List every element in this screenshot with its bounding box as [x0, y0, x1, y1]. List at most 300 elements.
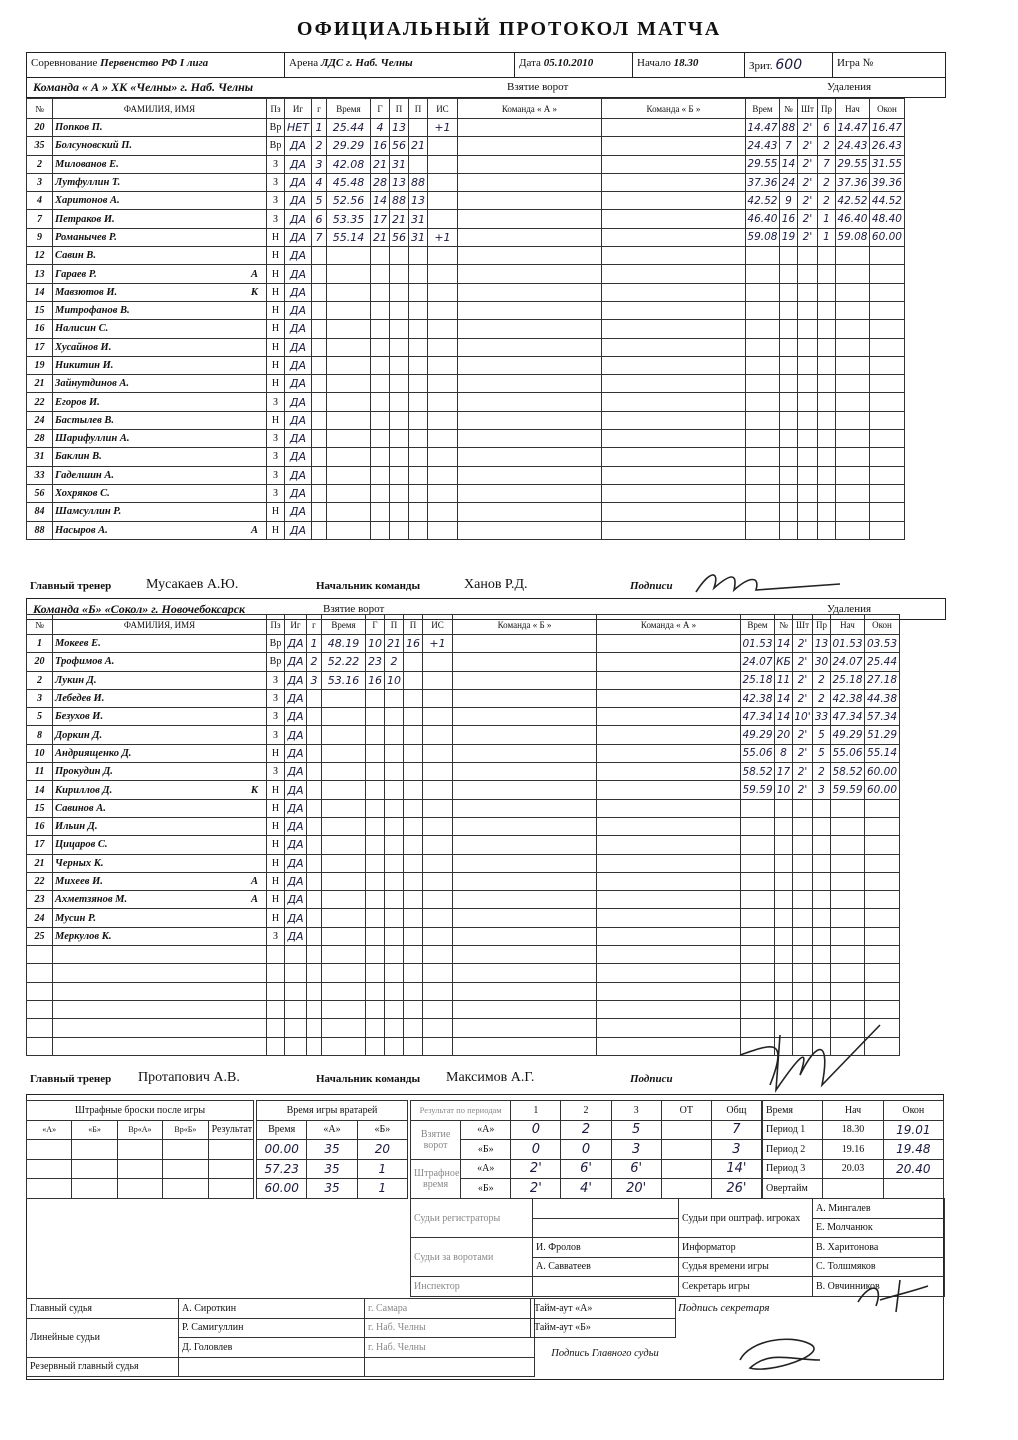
table-row	[27, 726, 900, 744]
main-referee-signature	[730, 1330, 840, 1380]
table-row	[27, 653, 900, 671]
goal-p1-empty	[385, 763, 404, 781]
table-row	[27, 119, 905, 137]
goal-time-empty	[322, 817, 366, 835]
periods-value: 0	[561, 1140, 611, 1160]
goal-g-empty	[366, 1037, 385, 1055]
header-pen_no: №	[779, 99, 797, 119]
goal-time-empty	[322, 708, 366, 726]
goal-time-empty	[322, 946, 366, 964]
goals-team-b-empty	[601, 119, 745, 137]
penalty-n-empty	[831, 891, 865, 909]
table-row	[27, 927, 900, 945]
penalty-no: 11	[775, 671, 793, 689]
goal-p1-empty	[385, 744, 404, 762]
player-name-cell	[53, 708, 267, 726]
main-ref-label: Главный судья	[27, 1299, 179, 1319]
penalty-pr-empty	[817, 521, 835, 539]
goalie-cell: 00.00	[257, 1140, 307, 1160]
player-name-cell	[53, 484, 267, 502]
shootout-row	[27, 1159, 254, 1179]
penalty-n-empty	[835, 301, 869, 319]
penalty-n: 14.47	[835, 119, 869, 137]
penalty-sht: 2'	[797, 137, 817, 155]
periods-col: 1	[511, 1101, 561, 1121]
goals-team-a-empty	[457, 430, 601, 448]
goals-team-b-empty	[601, 228, 745, 246]
shootout-table	[26, 1100, 254, 1199]
goal-p1-empty	[385, 1037, 404, 1055]
shootout-col: Вр«А»	[117, 1120, 162, 1140]
periods-value: 2	[561, 1120, 611, 1140]
player-name: Баклин В.	[55, 451, 102, 463]
player-position: Н	[267, 228, 285, 246]
penalty-n-empty	[835, 247, 869, 265]
goals-team-b-empty	[601, 192, 745, 210]
player-position: Н	[267, 744, 285, 762]
player-name-cell	[53, 635, 267, 653]
player-played: ДА	[285, 393, 312, 411]
goal-p2-empty	[408, 484, 427, 502]
goal-is-empty	[427, 503, 457, 521]
penalty-sht-empty	[797, 448, 817, 466]
player-name: Лебедев И.	[55, 693, 105, 705]
player-number: 56	[27, 484, 53, 502]
times-period: Период 3	[763, 1159, 823, 1179]
penalty-n-empty	[831, 946, 865, 964]
penalty-no: 24	[779, 173, 797, 191]
penalty-sht-empty	[793, 872, 813, 890]
player-name-cell	[53, 781, 267, 799]
header-nach: Нач	[835, 99, 869, 119]
penalty-pr-empty	[813, 817, 831, 835]
penalty-pr-empty	[817, 283, 835, 301]
penalty-sht: 2'	[797, 210, 817, 228]
shootout-cell	[117, 1140, 162, 1160]
penalty-n-empty	[835, 411, 869, 429]
goal-g: 4	[370, 119, 389, 137]
date-value: 05.10.2010	[543, 57, 594, 69]
penalty-o-empty	[869, 503, 904, 521]
goal-is-empty	[427, 265, 457, 283]
goal-is-empty	[427, 338, 457, 356]
goal-g: 1	[307, 635, 322, 653]
player-position: Вр	[267, 635, 285, 653]
goal-is-empty	[423, 799, 453, 817]
penalty-o-empty	[865, 817, 900, 835]
penalty-sht-empty	[797, 338, 817, 356]
goal-p1-empty	[385, 1000, 404, 1018]
penalty-sht-empty	[793, 854, 813, 872]
spectators-cell	[745, 53, 833, 77]
goals-team-a-empty	[457, 210, 601, 228]
penalty-o: 44.38	[865, 689, 900, 707]
periods-value: 2'	[511, 1179, 561, 1199]
goal-g: 14	[370, 192, 389, 210]
date-label: Дата	[519, 57, 541, 69]
penalty-t-empty	[741, 799, 775, 817]
player-name-cell	[53, 653, 267, 671]
penalty-n-empty	[831, 927, 865, 945]
player-name: Черных К.	[55, 857, 104, 869]
goals-team-a-empty	[453, 982, 597, 1000]
team-a-coach-label: Главный тренер	[30, 580, 112, 592]
times-start-header: Нач	[823, 1101, 883, 1121]
player-number: 21	[27, 854, 53, 872]
goal-p2-empty	[404, 1000, 423, 1018]
goal-time-empty	[322, 982, 366, 1000]
player-name: Шарифуллин А.	[55, 433, 130, 445]
team-b-penalties-heading: Удаления	[827, 603, 872, 615]
times-start	[823, 1179, 883, 1199]
player-played: ДА	[285, 173, 312, 191]
player-position	[267, 1019, 285, 1037]
goal-g-empty	[307, 726, 322, 744]
penalty-n-empty	[831, 799, 865, 817]
periods-value	[661, 1159, 711, 1179]
goal-g-empty	[370, 320, 389, 338]
player-name-cell	[53, 1037, 267, 1055]
player-number: 7	[27, 210, 53, 228]
penalty-sht-empty	[797, 466, 817, 484]
goals-team-b-empty	[597, 653, 741, 671]
penalty-n-empty	[831, 982, 865, 1000]
player-position: З	[267, 671, 285, 689]
penalty-sht-empty	[797, 247, 817, 265]
goal-p1: 88	[389, 192, 408, 210]
periods-value: 14'	[711, 1159, 761, 1179]
goals-team-a-empty	[453, 635, 597, 653]
penalty-pr-empty	[813, 799, 831, 817]
penalty-o: 51.29	[865, 726, 900, 744]
periods-row-label: Штрафное время	[411, 1159, 461, 1198]
table-row	[27, 635, 900, 653]
goal-g-empty	[370, 521, 389, 539]
player-played: ДА	[285, 927, 307, 945]
goal-is-empty	[427, 521, 457, 539]
goals-team-b-empty	[601, 521, 745, 539]
player-played: ДА	[285, 320, 312, 338]
goal-g-empty	[370, 375, 389, 393]
penalty-n-empty	[835, 466, 869, 484]
penalty-no-empty	[775, 872, 793, 890]
penalty-no: 8	[775, 744, 793, 762]
shootout-cell	[27, 1140, 72, 1160]
penalty-t-empty	[741, 927, 775, 945]
goal-time-empty	[322, 763, 366, 781]
shootout-cell	[72, 1179, 117, 1199]
header-g: Г	[370, 99, 389, 119]
shootout-cell	[117, 1159, 162, 1179]
goalie-title: Время игры вратарей	[257, 1101, 408, 1121]
penalty-t-empty	[745, 503, 779, 521]
penalty-no-empty	[779, 503, 797, 521]
table-row	[27, 872, 900, 890]
player-name: Гараев Р.	[55, 268, 97, 280]
goals-team-b-empty	[601, 155, 745, 173]
goal-is-empty	[423, 927, 453, 945]
player-name-cell	[53, 689, 267, 707]
player-name: Ильин Д.	[55, 821, 98, 833]
player-played	[285, 1037, 307, 1055]
goalie-cell: 35	[307, 1179, 357, 1199]
goal-g-empty	[307, 836, 322, 854]
penalty-o: 26.43	[869, 137, 904, 155]
goals-team-a-empty	[457, 228, 601, 246]
goal-is-empty	[423, 872, 453, 890]
player-number: 5	[27, 708, 53, 726]
penalty-o-empty	[869, 247, 904, 265]
player-name-cell	[53, 430, 267, 448]
penalty-o-empty	[865, 891, 900, 909]
header-pen_no: №	[775, 615, 793, 635]
goal-g-empty	[366, 982, 385, 1000]
penalty-o-empty	[869, 320, 904, 338]
penalty-n-empty	[835, 375, 869, 393]
penalty-t: 59.08	[745, 228, 779, 246]
goal-g-empty	[366, 836, 385, 854]
penalty-t-empty	[741, 982, 775, 1000]
goal-p1-empty	[389, 247, 408, 265]
goal-p2-empty	[408, 375, 427, 393]
goal-p1: 13	[389, 173, 408, 191]
table-row	[27, 247, 905, 265]
times-row	[763, 1159, 944, 1179]
goal-g-empty	[307, 854, 322, 872]
penalty-o-empty	[869, 283, 904, 301]
goal-g-empty	[370, 283, 389, 301]
main-referee-sign-label: Подпись Главного судьи	[551, 1348, 659, 1359]
table-row	[27, 375, 905, 393]
player-played: ДА	[285, 301, 312, 319]
table-row	[27, 265, 905, 283]
reg-label: Судьи регистраторы	[411, 1199, 533, 1238]
penalty-o: 55.14	[865, 744, 900, 762]
goal-g-empty	[366, 909, 385, 927]
player-number	[27, 946, 53, 964]
goal-is-empty	[427, 411, 457, 429]
table-row	[27, 964, 900, 982]
player-name-cell	[53, 817, 267, 835]
team-b-coach-label: Главный тренер	[30, 1073, 112, 1085]
goal-p2-empty	[404, 781, 423, 799]
times-end: 19.48	[883, 1140, 943, 1160]
goal-p2	[408, 119, 427, 137]
penalty-no: 7	[779, 137, 797, 155]
penalty-n: 42.38	[831, 689, 865, 707]
penalty-n: 24.07	[831, 653, 865, 671]
player-name: Милованов Е.	[55, 158, 119, 170]
penalty-o: 31.55	[869, 155, 904, 173]
goal-g-empty	[307, 817, 322, 835]
penalty-pr-empty	[817, 375, 835, 393]
player-name: Шамсуллин Р.	[55, 506, 122, 518]
times-row	[763, 1120, 944, 1140]
goal-g-empty	[311, 430, 326, 448]
player-played: ДА	[285, 283, 312, 301]
goal-p2-empty	[404, 982, 423, 1000]
header-teamb: Команда « Б »	[453, 615, 597, 635]
player-name-cell	[53, 393, 267, 411]
goals-team-a-empty	[453, 781, 597, 799]
player-played: ДА	[285, 708, 307, 726]
goal-g-empty	[311, 265, 326, 283]
goal-time-empty	[326, 247, 370, 265]
penalty-sht-empty	[797, 283, 817, 301]
goal-time-empty	[326, 448, 370, 466]
goals-team-b-empty	[601, 466, 745, 484]
referees-table	[26, 1298, 535, 1377]
times-row	[763, 1140, 944, 1160]
periods-row-label: Взятие ворот	[411, 1120, 461, 1159]
goal-p2-empty	[408, 430, 427, 448]
penalty-pr-empty	[813, 836, 831, 854]
table-header-row	[27, 615, 900, 635]
player-played: ДА	[285, 689, 307, 707]
player-number: 4	[27, 192, 53, 210]
goal-p2-empty	[404, 909, 423, 927]
goal-is	[427, 137, 457, 155]
table-row	[27, 891, 900, 909]
penalty-sht-empty	[797, 503, 817, 521]
header-is: ИС	[427, 99, 457, 119]
shootout-cell	[27, 1179, 72, 1199]
penalty-pr-empty	[817, 301, 835, 319]
penalty-no: 20	[775, 726, 793, 744]
team-a-title: Команда « А » ХК «Челны» г. Наб. Челны	[33, 80, 254, 94]
goals-team-b-empty	[597, 946, 741, 964]
team-a-signature	[690, 566, 850, 600]
goalie-col: Время	[257, 1120, 307, 1140]
goal-time-empty	[326, 320, 370, 338]
player-number: 24	[27, 909, 53, 927]
player-played: ДА	[285, 854, 307, 872]
goal-g-empty	[307, 744, 322, 762]
player-name-cell	[53, 119, 267, 137]
date-cell	[515, 53, 633, 77]
goal-g-empty	[370, 466, 389, 484]
table-row	[27, 466, 905, 484]
player-played: ДА	[285, 653, 307, 671]
goal-g: 2	[311, 137, 326, 155]
player-position	[267, 946, 285, 964]
penalty-n-empty	[835, 338, 869, 356]
goals-team-a-empty	[453, 946, 597, 964]
goal-is	[427, 173, 457, 191]
team-a-chief-label: Начальник команды	[316, 580, 421, 592]
goals-team-b-empty	[597, 726, 741, 744]
goal-time: 52.22	[322, 653, 366, 671]
header-teama: Команда « А »	[597, 615, 741, 635]
player-name: Мавзютов И.	[55, 286, 118, 298]
line-ref-2: Д. Головлев	[179, 1338, 365, 1358]
goal-p1-empty	[385, 946, 404, 964]
penalty-n-empty	[831, 817, 865, 835]
penalty-t: 46.40	[745, 210, 779, 228]
goals-team-a-empty	[453, 671, 597, 689]
penalty-no-empty	[775, 964, 793, 982]
goal-g: 2	[307, 653, 322, 671]
goals-team-a-empty	[457, 484, 601, 502]
goal-g-empty	[311, 521, 326, 539]
penalty-n: 47.34	[831, 708, 865, 726]
goal-g-empty	[366, 781, 385, 799]
player-name-cell	[53, 375, 267, 393]
penalty-o: 57.34	[865, 708, 900, 726]
main-ref-city: г. Самара	[365, 1299, 535, 1319]
goals-team-a-empty	[453, 817, 597, 835]
goals-team-b-empty	[597, 1019, 741, 1037]
penalty-sht: 2'	[793, 635, 813, 653]
goal-time-empty	[322, 689, 366, 707]
player-name-cell	[53, 763, 267, 781]
penalty-t: 49.29	[741, 726, 775, 744]
player-name: Зайнутдинов А.	[55, 378, 130, 390]
table-row	[27, 448, 905, 466]
goal-p1-empty	[389, 448, 408, 466]
goal-p1: 31	[389, 155, 408, 173]
player-position: Н	[267, 891, 285, 909]
goal-is-empty	[423, 836, 453, 854]
penalty-sht-empty	[797, 265, 817, 283]
header-is: ИС	[423, 615, 453, 635]
periods-header-row	[411, 1101, 762, 1121]
goal-p2-empty	[404, 708, 423, 726]
goal-is-empty	[423, 689, 453, 707]
penalty-no: 16	[779, 210, 797, 228]
penalty-no-empty	[775, 891, 793, 909]
goal-time-empty	[322, 799, 366, 817]
goal-p2-empty	[408, 411, 427, 429]
player-number: 15	[27, 301, 53, 319]
goal-g-empty	[307, 1037, 322, 1055]
penalty-no-empty	[775, 927, 793, 945]
penalty-sht-empty	[793, 891, 813, 909]
penalty-no-empty	[779, 484, 797, 502]
main-ref: А. Сироткин	[179, 1299, 365, 1319]
goal-p2: 88	[408, 173, 427, 191]
table-row	[27, 503, 905, 521]
penalty-t-empty	[741, 891, 775, 909]
goals-team-b-empty	[597, 799, 741, 817]
header-no: №	[27, 99, 53, 119]
player-name-cell	[53, 301, 267, 319]
penalty-sht-empty	[797, 301, 817, 319]
penalty-sht: 2'	[793, 726, 813, 744]
penalty-t-empty	[745, 320, 779, 338]
player-captain-mark: А	[250, 524, 258, 536]
periods-value: 0	[511, 1120, 561, 1140]
goal-p1-empty	[385, 964, 404, 982]
player-position: Н	[267, 521, 285, 539]
player-position: Н	[267, 909, 285, 927]
penalty-t-empty	[741, 964, 775, 982]
goal-is-empty	[427, 484, 457, 502]
goalie-col: «Б»	[357, 1120, 407, 1140]
goal-p1-empty	[385, 982, 404, 1000]
player-played: ДА	[285, 137, 312, 155]
goal-time-empty	[322, 1037, 366, 1055]
player-played: НЕТ	[285, 119, 312, 137]
reserve-label: Резервный главный судья	[27, 1357, 179, 1377]
penalty-o-empty	[869, 448, 904, 466]
goalie-cell: 57.23	[257, 1159, 307, 1179]
table-row	[27, 909, 900, 927]
penalty-n: 46.40	[835, 210, 869, 228]
goal-g: 28	[370, 173, 389, 191]
player-position: Н	[267, 338, 285, 356]
times-period: Период 1	[763, 1120, 823, 1140]
